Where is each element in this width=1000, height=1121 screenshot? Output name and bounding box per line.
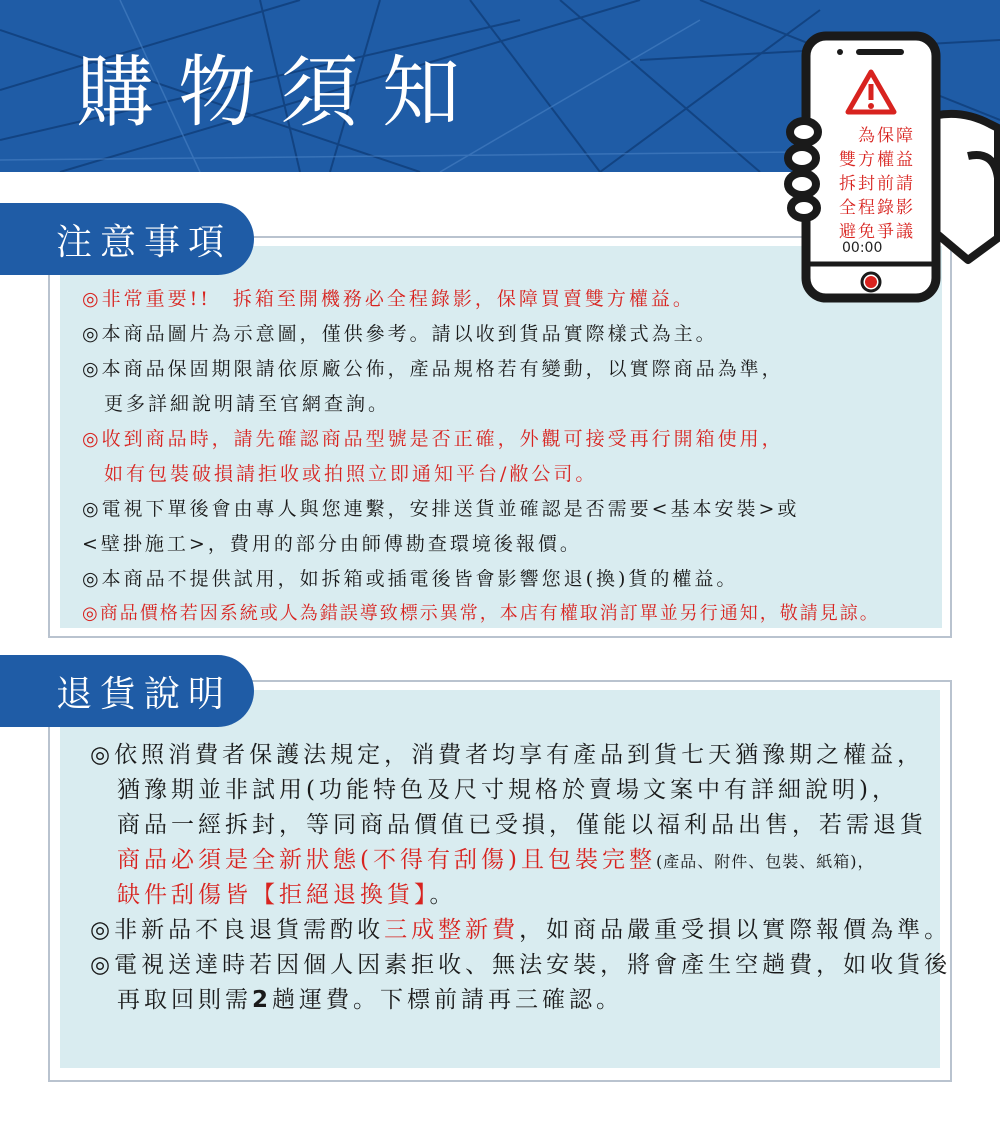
returns-heading: 退貨說明 <box>0 655 254 727</box>
notice-item: 更多詳細說明請至官網查詢。 <box>82 393 391 415</box>
returns-text-bold: 2 <box>252 987 273 1013</box>
notice-list <box>82 284 942 624</box>
returns-item <box>90 771 899 804</box>
returns-item <box>90 736 924 769</box>
phone-message-line: 為保障 <box>858 126 915 146</box>
notice-item: ◎非常重要!! 拆箱至開機務必全程錄影，保障買賣雙方權益。 <box>82 288 695 310</box>
returns-text: ◎依照消費者保護法規定，消費者均享有產品到貨七天猶豫期之權益， <box>90 742 925 768</box>
returns-item <box>90 876 457 909</box>
returns-text-red: 商品必須是全新狀態(不得有刮傷)且包裝完整 <box>90 847 656 873</box>
notice-heading: 注意事項 <box>0 203 254 275</box>
returns-text-red: 三成整新費 <box>384 917 520 943</box>
notice-item: ◎電視下單後會由專人與您連繫，安排送貨並確認是否需要<基本安裝>或 <box>82 498 800 520</box>
returns-text: ，如商品嚴重受損以實際報價為準。 <box>519 917 952 943</box>
phone-message-line: 拆封前請 <box>839 174 915 194</box>
returns-list <box>90 736 952 1056</box>
returns-text: ◎電視送達時若因個人因素拒收、無法安裝，將會產生空趟費，如收貨後 <box>90 952 952 978</box>
returns-item <box>90 981 623 1014</box>
returns-text: 猶豫期並非試用(功能特色及尺寸規格於賣場文案中有詳細說明)， <box>90 777 899 803</box>
notice-item: ◎本商品保固期限請依原廠公佈，產品規格若有變動，以實際商品為準， <box>82 358 784 380</box>
returns-text: 。 <box>429 882 457 908</box>
returns-text: 再取回則需 <box>90 987 252 1013</box>
notice-item: ◎商品價格若因系統或人為錯誤導致標示異常，本店有權取消訂單並另行通知，敬請見諒。 <box>82 603 880 624</box>
returns-panel <box>60 690 952 1068</box>
phone-message-line: 全程錄影 <box>839 198 915 218</box>
notice-item: 如有包裝破損請拒收或拍照立即通知平台/敝公司。 <box>82 463 598 485</box>
returns-text-small: (產品、附件、包裝、紙箱)， <box>655 852 875 871</box>
returns-item <box>90 841 874 874</box>
returns-item <box>90 806 927 839</box>
returns-text: ◎非新品不良退貨需酌收 <box>90 917 385 943</box>
returns-text: 趟運費。下標前請再三確認。 <box>272 987 624 1013</box>
returns-text: 商品一經拆封，等同商品價值已受損，僅能以福利品出售，若需退貨 <box>90 812 927 838</box>
returns-text-red: 缺件刮傷皆【拒絕退換貨】 <box>90 882 430 908</box>
notice-item: ◎本商品不提供試用，如拆箱或插電後皆會影響您退(換)貨的權益。 <box>82 568 739 590</box>
phone-message-line: 避免爭議 <box>839 222 915 242</box>
page-title: 購物須知 <box>76 48 485 138</box>
notice-item: ◎收到商品時，請先確認商品型號是否正確，外觀可接受再行開箱使用， <box>82 428 784 450</box>
recording-timer: 00:00 <box>842 240 883 256</box>
notice-item: <壁掛施工>，費用的部分由師傅勘查環境後報價。 <box>82 533 582 555</box>
phone-message-line: 雙方權益 <box>839 150 915 170</box>
notice-item: ◎本商品圖片為示意圖，僅供參考。請以收到貨品實際樣式為主。 <box>82 323 718 345</box>
returns-item <box>90 911 951 944</box>
returns-item <box>90 946 951 979</box>
